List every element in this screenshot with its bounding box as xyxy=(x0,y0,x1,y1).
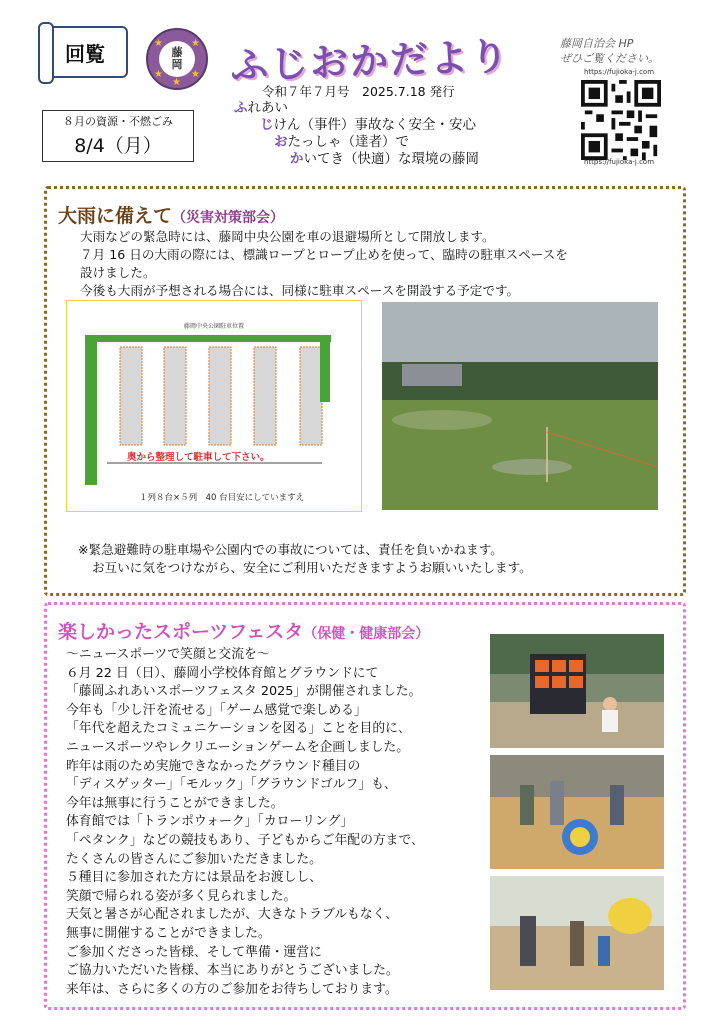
paragraph: ～ニュースポーツで笑顔と交流を～ xyxy=(66,647,270,662)
paragraph: 「ペタンク」などの競技もあり、子どもからご年配の方まで、 xyxy=(66,832,424,848)
trash-date: 8/4（月） xyxy=(74,135,162,157)
paragraph: ６月 22 日（日）、藤岡小学校体育館とグラウンドにて xyxy=(66,665,379,681)
event-photo-disc xyxy=(490,876,664,990)
section1-heading-sub: （災害対策部会） xyxy=(172,210,285,226)
paragraph: ニュースポーツやレクリエーションゲームを企画しました。 xyxy=(66,739,410,755)
motto-line: じけん（事件）事故なく安全・安心 xyxy=(260,117,476,133)
paragraph: 無事に開催することができました。 xyxy=(66,925,271,941)
issue-info: 令和７年７月号 2025.7.18 発行 xyxy=(262,84,455,99)
paragraph: たくさんの皆さんにご参加いただきました。 xyxy=(66,851,322,867)
seal-text-top: 藤 xyxy=(171,46,183,59)
paragraph: ご協力いただいた皆様、本当にありがとうございました。 xyxy=(66,963,399,979)
circulation-badge xyxy=(42,26,128,78)
paragraph: 今年は無事に行うことができました。 xyxy=(66,795,284,811)
paragraph: 来年は、さらに多くの方のご参加をお待ちしております。 xyxy=(66,981,398,997)
note-line: ※緊急避難時の駐車場や公園内での事故については、責任を負いかねます。 xyxy=(78,542,503,557)
paragraph: 今年も「少し汗を流せる」「ゲーム感覚で楽しめる」 xyxy=(66,702,367,718)
section2-heading: 楽しかったスポーツフェスタ（保健・健康部会） xyxy=(58,621,430,643)
parking-layout-diagram xyxy=(67,301,361,511)
paragraph: 笑顔で帰られる姿が多く見られました。 xyxy=(66,888,297,904)
paragraph: 「年代を超えたコミュニケーションを図る」ことを目的に、 xyxy=(66,721,411,737)
paragraph: ご参加くださった皆様、そして準備・運営に xyxy=(66,944,322,960)
qr-code[interactable] xyxy=(580,80,662,160)
paragraph: ７月 16 日の大雨の際には、標識ロープとロープ止めを使って、臨時の駐車スペースを xyxy=(80,247,568,262)
trash-label: ８月の資源・不燃ごみ xyxy=(63,115,173,128)
hp-line2: ぜひご覧ください。 xyxy=(560,52,659,65)
section1-body xyxy=(80,228,670,300)
paragraph: ５種目に参加された方には景品をお渡しし、 xyxy=(66,870,322,886)
motto xyxy=(234,100,479,168)
map-note-red: 奥から整理して駐車して下さい。 xyxy=(127,452,270,463)
paragraph: 今後も大雨が予想される場合には、同様に駐車スペースを開設する予定です。 xyxy=(80,283,520,298)
seal-text-bottom: 岡 xyxy=(171,58,183,71)
paragraph: 体育館では「トランポウォーク」「カローリング」 xyxy=(66,814,354,830)
qr-url-bottom: https://fujioka-j.com xyxy=(584,158,655,166)
paragraph: 昨年は雨のため実施できなかったグラウンド種目の xyxy=(66,758,361,774)
park-photo xyxy=(382,302,658,510)
circulation-label: 回覧 xyxy=(65,41,105,66)
paragraph: 設けました。 xyxy=(80,265,156,280)
hp-line1: 藤岡自治会 HP xyxy=(560,37,634,50)
map-note: １列８台×５列 40 台目安にしていますえ xyxy=(139,493,305,503)
qr-code-icon xyxy=(580,80,662,160)
event-photo-molkky xyxy=(490,634,664,748)
section1-notes xyxy=(78,541,668,577)
homepage-note xyxy=(560,36,659,66)
parking-map xyxy=(66,300,362,512)
motto-line: かいてき（快適）な環境の藤岡 xyxy=(290,151,479,167)
neighborhood-seal-logo: ★ ★ ★ ★ ★ 藤 岡 xyxy=(146,28,208,90)
motto-line: ふれあい xyxy=(234,100,288,116)
paragraph: 「ディスゲッター」「モルック」「グラウンドゴルフ」も、 xyxy=(66,777,397,793)
motto-line: おたっしゃ（達者）で xyxy=(274,134,409,150)
note-line: お互いに気をつけながら、安全にご利用いただきますようお願いいたします。 xyxy=(92,560,532,575)
trash-collection-box xyxy=(42,110,194,162)
event-photo-gym xyxy=(490,755,664,869)
section1-heading: 大雨に備えて（災害対策部会） xyxy=(58,205,285,227)
qr-url-top: https://fujioka-j.com xyxy=(584,68,655,76)
section2-heading-sub: （保健・健康部会） xyxy=(303,626,430,642)
map-title: 藤岡中央公園駐車位置 xyxy=(183,323,244,330)
paragraph: 天気と暑さが心配されましたが、大きなトラブルもなく、 xyxy=(66,907,398,923)
paragraph: 大雨などの緊急時には、藤岡中央公園を車の退避場所として開放します。 xyxy=(80,229,495,244)
newsletter-title: ふじおかだより xyxy=(229,34,511,88)
section2-body xyxy=(66,646,486,999)
paragraph: 「藤岡ふれあいスポーツフェスタ 2025」が開催されました。 xyxy=(66,684,422,700)
